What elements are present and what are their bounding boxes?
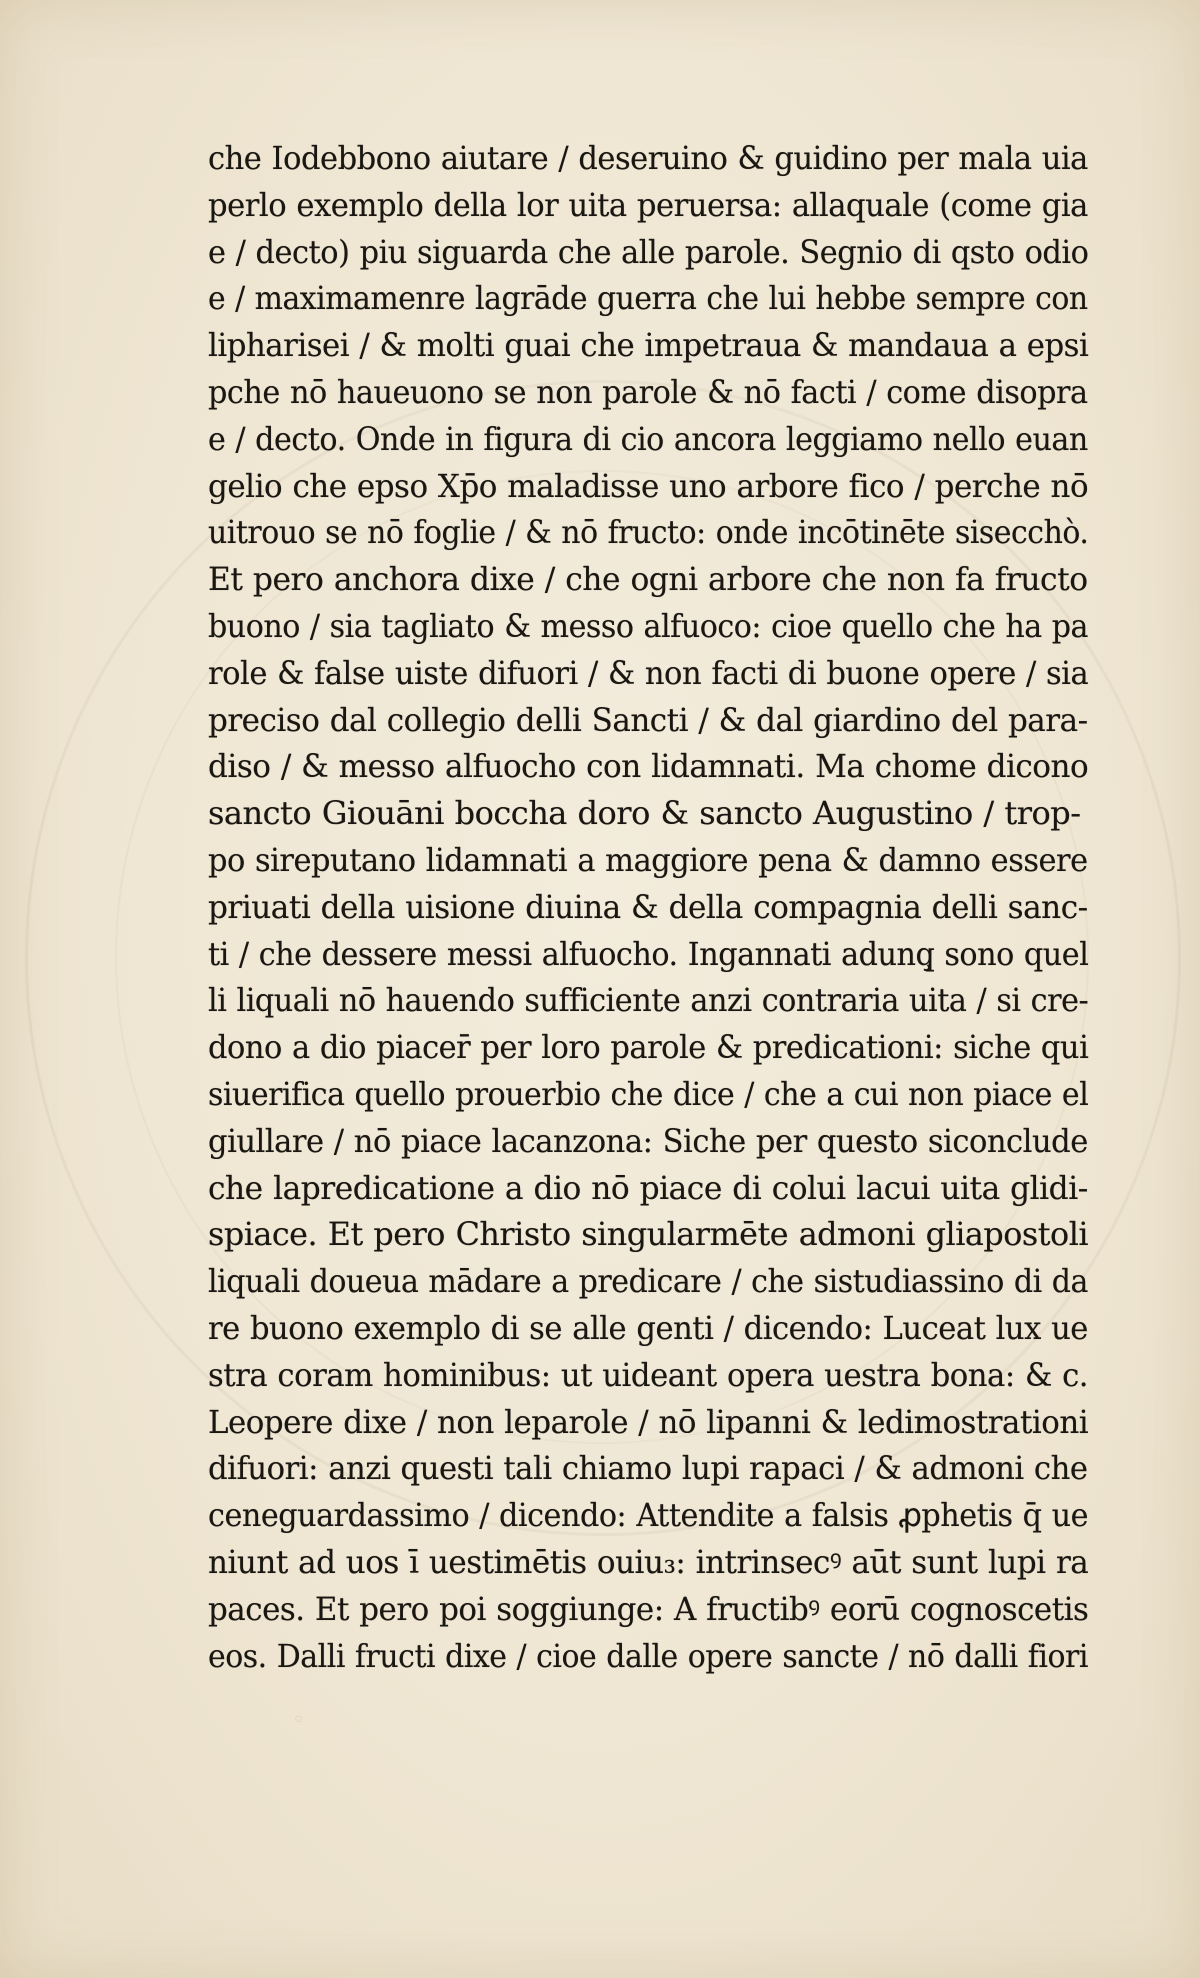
text-line: diso / & messo alfuocho con lidamnati. Ma chome dicono — [208, 747, 1089, 786]
text-line: po sireputano lidamnati a maggiore pena & damno essere — [208, 840, 1088, 879]
text-line: giullare / nō piace lacanzona: Siche per questo siconclude — [208, 1121, 1088, 1160]
text-line: difuori: anzi questi tali chiamo lupi rapaci / & admoni che — [208, 1449, 1088, 1488]
text-line: ti / che dessere messi alfuocho. Ingannati adunq̧ sono quel — [208, 934, 1089, 973]
faint-show-through-mark: ◦ — [292, 1708, 305, 1733]
text-line: gelio che epso Xp̄o maladisse uno arbore fico / perche nō — [208, 466, 1089, 505]
text-line: sancto Giouāni boccha doro & sancto Augustino / trop- — [208, 794, 1081, 833]
text-line: priuati della uisione diuina & della compagnia delli sanc- — [208, 887, 1088, 926]
text-line: ceneguardassimo / dicendo: Attendite a falsis ꝓphetis q̄ ue — [208, 1496, 1088, 1535]
text-line: uitrouo se nō foglie / & nō fructo: onde incōtinēte sisecchò. — [208, 513, 1089, 552]
text-line: Leopere dixe / non leparole / nō lipanni & ledimostrationi — [208, 1402, 1089, 1441]
text-line: pche nō haueuono se non parole & nō facti / come disopra — [208, 372, 1088, 411]
text-block — [208, 135, 1088, 1679]
text-line: paces. Et pero poi soggiunge: A fructibꝰ eorū cognoscetis — [208, 1589, 1089, 1628]
text-line: spiace. Et pero Christo singularmēte admoni gliapostoli — [208, 1215, 1089, 1254]
text-line: liquali doueua mādare a predicare / che sistudiassino di da — [208, 1262, 1088, 1301]
text-line: role & false uiste difuori / & non facti di buone opere / sia — [208, 653, 1089, 692]
text-line: Et pero anchora dixe / che ogni arbore che non fa fructo — [208, 560, 1088, 599]
text-line: e / maximamenre lagrāde guerra che lui hebbe sempre con — [208, 279, 1088, 318]
text-line: preciso dal collegio delli Sancti / & dal giardino del para- — [208, 700, 1088, 739]
text-line: li liquali nō hauendo sufficiente anzi contraria uita / si cre- — [208, 981, 1089, 1020]
text-line: re buono exemplo di se alle genti / dicendo: Luceat lux ue — [208, 1308, 1088, 1347]
text-line: siuerifica quello prouerbio che dice / che a cui non piace el — [208, 1074, 1089, 1113]
text-line: che Iodebbono aiutare / deseruino & guidino per mala uia — [208, 139, 1088, 177]
text-line: e / decto. Onde in figura di cio ancora leggiamo nello euan — [208, 419, 1088, 458]
text-line: dono a dio piacer̄ per loro parole & predicationi: siche qui — [208, 1028, 1089, 1067]
text-line: perlo exemplo della lor uita peruersa: allaquale (come gia — [208, 185, 1088, 224]
text-line: lipharisei / & molti guai che impetraua & mandaua a epsi — [208, 326, 1089, 365]
text-line: eos. Dalli fructi dixe / cioe dalle opere sancte / nō dalli fiori — [208, 1636, 1088, 1675]
text-line: buono / sia tagliato & messo alfuoco: cioe quello che ha pa — [208, 606, 1088, 645]
text-line: che lapredicatione a dio nō piace di colui lacui uita glidi- — [208, 1168, 1088, 1207]
text-line: niunt ad uos ī uestimētis ouiu₃: intrinsecꝰ aūt sunt lupi ra — [208, 1542, 1089, 1581]
text-line: stra coram hominibus: ut uideant opera uestra bona: & c. — [208, 1355, 1089, 1394]
text-line: e / decto) piu siguarda che alle parole. Segnio di qsto odio — [208, 232, 1089, 271]
